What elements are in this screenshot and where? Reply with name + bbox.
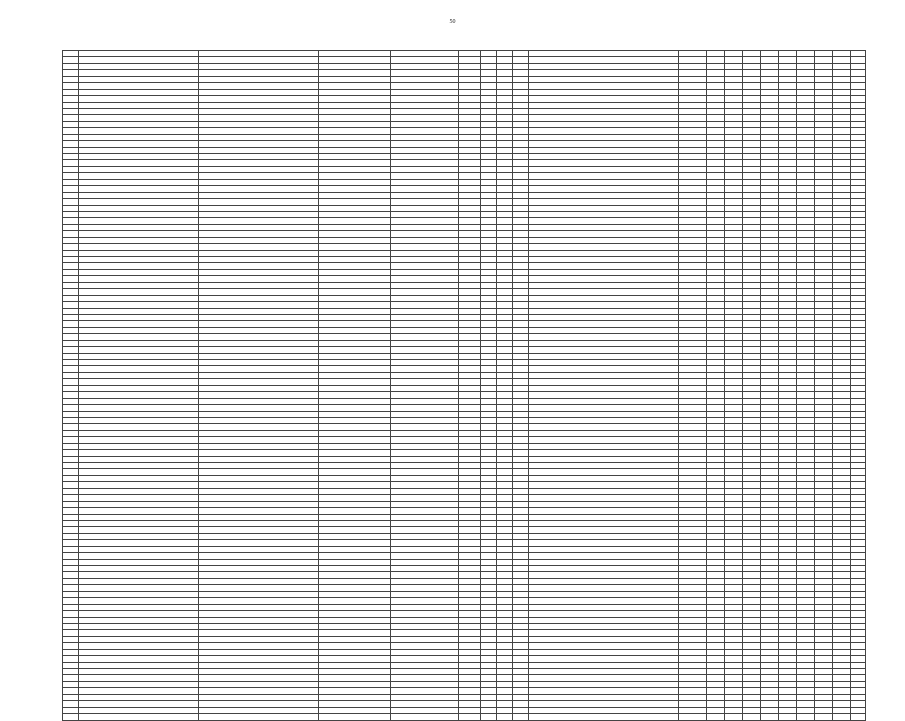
table-cell	[513, 714, 529, 720]
table-cell	[851, 714, 866, 720]
table-cell	[815, 714, 833, 720]
table-cell	[79, 714, 199, 720]
table-cell	[761, 714, 779, 720]
table-cell	[779, 714, 797, 720]
table-cell	[797, 714, 815, 720]
table-cell	[529, 714, 679, 720]
table-cell	[199, 714, 319, 720]
table-cell	[725, 714, 743, 720]
table-cell	[63, 714, 79, 720]
table-row	[63, 714, 866, 720]
table-cell	[391, 714, 459, 720]
table-cell	[707, 714, 725, 720]
table-cell	[481, 714, 497, 720]
table-cell	[679, 714, 707, 720]
table-cell	[459, 714, 481, 720]
table-cell	[743, 714, 761, 720]
registry-table	[62, 50, 866, 721]
table-cell	[319, 714, 391, 720]
page-number: 50	[449, 19, 456, 25]
table-cell	[833, 714, 851, 720]
table-cell	[497, 714, 513, 720]
